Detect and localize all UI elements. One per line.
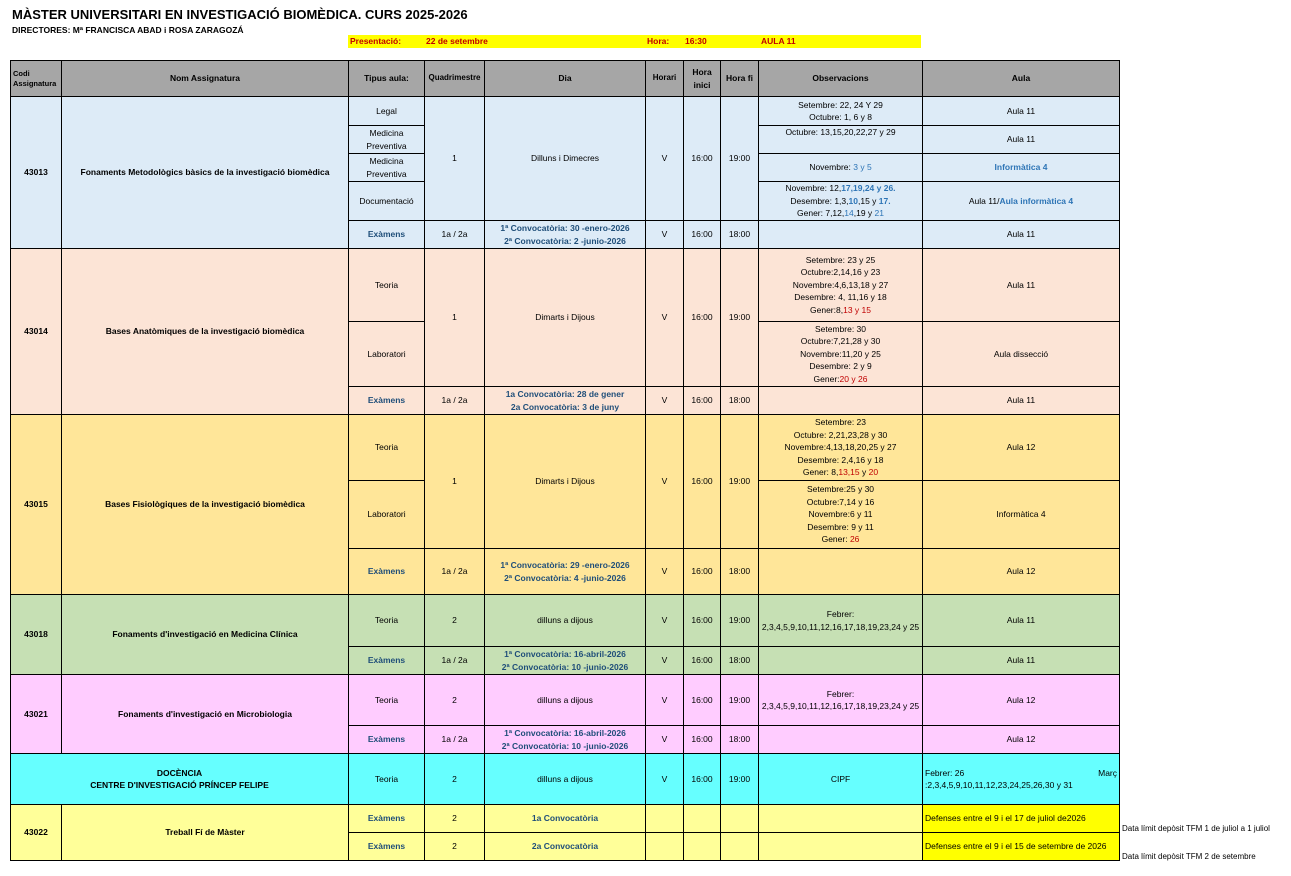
table-row <box>11 595 1120 647</box>
room-cell: Aula 11/Aula informàtica 4 <box>923 182 1120 221</box>
obs-cell <box>759 549 923 595</box>
quad-cell: 1a / 2a <box>425 387 485 415</box>
type-cell: Exàmens <box>349 805 425 833</box>
room-cell: Aula 11 <box>923 249 1120 322</box>
col-header-start: Hora inici <box>684 61 721 97</box>
quad-cell: 2 <box>425 595 485 647</box>
quad-cell: 1 <box>425 97 485 221</box>
horari-cell: V <box>646 675 684 726</box>
col-header-quad: Quadrimestre <box>425 61 485 97</box>
horari-cell <box>646 833 684 861</box>
col-header-end: Hora fi <box>721 61 759 97</box>
room-cell: Aula 11 <box>923 387 1120 415</box>
room-value: AULA 11 <box>761 36 796 46</box>
subject-code: 43018 <box>11 595 62 675</box>
room-cell: Aula 12 <box>923 415 1120 481</box>
start-cell: 16:00 <box>684 595 721 647</box>
end-cell: 19:00 <box>721 595 759 647</box>
quad-cell: 2 <box>425 833 485 861</box>
horari-cell: V <box>646 97 684 221</box>
obs-cell: Setembre:25 y 30 Octubre:7,14 y 16 Novembre:6 y 11 Desembre: 9 y 11 Gener: 26 <box>759 481 923 549</box>
obs-cell: Setembre: 22, 24 Y 29 Octubre: 1, 6 y 8 <box>759 97 923 126</box>
end-cell: 18:00 <box>721 647 759 675</box>
table-row <box>11 415 1120 481</box>
room-cell: Aula 12 <box>923 726 1120 754</box>
col-header-obs: Observacions <box>759 61 923 97</box>
tfm-deadline-note-2: Data límit depòsit TFM 2 de setembre <box>1122 852 1256 861</box>
horari-cell <box>646 805 684 833</box>
horari-cell: V <box>646 249 684 387</box>
subject-code: 43022 <box>11 805 62 861</box>
quad-cell: 1a / 2a <box>425 647 485 675</box>
start-cell: 16:00 <box>684 549 721 595</box>
type-cell: Exàmens <box>349 726 425 754</box>
type-cell: Exàmens <box>349 647 425 675</box>
end-cell: 18:00 <box>721 726 759 754</box>
table-row <box>11 249 1120 322</box>
start-cell: 16:00 <box>684 675 721 726</box>
end-cell: 18:00 <box>721 549 759 595</box>
obs-cell: Setembre: 30 Octubre:7,21,28 y 30 Novembre:11,20 y 25 Desembre: 2 y 9 Gener:20 y 26 <box>759 322 923 387</box>
quad-cell: 2 <box>425 675 485 726</box>
day-cell: Dimarts i Dijous <box>485 415 646 549</box>
room-cell: Informàtica 4 <box>923 481 1120 549</box>
subject-name: Fonaments d'investigació en Microbiologia <box>62 675 349 754</box>
end-cell: 18:00 <box>721 221 759 249</box>
presentation-label: Presentació: <box>350 36 402 46</box>
room-cell: Aula 12 <box>923 549 1120 595</box>
room-cell: Aula 11 <box>923 221 1120 249</box>
obs-cell <box>759 647 923 675</box>
col-header-room: Aula <box>923 61 1120 97</box>
horari-cell: V <box>646 415 684 549</box>
quad-cell: 1a / 2a <box>425 726 485 754</box>
type-cell: Legal <box>349 97 425 126</box>
tfm-deadline-note-1: Data límit depòsit TFM 1 de juliol a 1 juliol <box>1122 824 1270 833</box>
quad-cell: 2 <box>425 754 485 805</box>
day-cell: 1ª Convocatòria: 30 -enero-2026 2ª Convocatòria: 2 -junio-2026 <box>485 221 646 249</box>
quad-cell: 2 <box>425 805 485 833</box>
table-row <box>11 805 1120 833</box>
type-cell: Teoria <box>349 754 425 805</box>
day-cell: Dilluns i Dimecres <box>485 97 646 221</box>
room-cell: Febrer: 26 Març :2,3,4,5,9,10,11,12,23,24,25,26,30 y 31 <box>923 754 1120 805</box>
day-cell: 2a Convocatòria <box>485 833 646 861</box>
type-cell: Exàmens <box>349 549 425 595</box>
obs-cell <box>759 387 923 415</box>
room-cell: Aula 11 <box>923 97 1120 126</box>
table-header-row <box>11 61 1120 97</box>
obs-cell <box>759 221 923 249</box>
col-header-name: Nom Assignatura <box>62 61 349 97</box>
room-cell: Defenses entre el 9 i el 17 de juliol de2026 <box>923 805 1120 833</box>
start-cell <box>684 833 721 861</box>
room-cell: Aula 11 <box>923 647 1120 675</box>
subject-code: 43021 <box>11 675 62 754</box>
end-cell: 19:00 <box>721 415 759 549</box>
type-cell: Teoria <box>349 675 425 726</box>
start-cell: 16:00 <box>684 726 721 754</box>
col-header-type: Tipus aula: <box>349 61 425 97</box>
page-title: MÀSTER UNIVERSITARI EN INVESTIGACIÓ BIOMÈDICA. CURS 2025-2026 <box>12 7 468 22</box>
obs-cell <box>759 805 923 833</box>
day-cell: 1ª Convocatòria: 16-abril-2026 2ª Convocatòria: 10 -junio-2026 <box>485 647 646 675</box>
day-cell: dilluns a dijous <box>485 675 646 726</box>
col-header-horari: Horari <box>646 61 684 97</box>
col-header-day: Dia <box>485 61 646 97</box>
table-row <box>11 97 1120 126</box>
room-cell: Aula dissecció <box>923 322 1120 387</box>
obs-cell: CIPF <box>759 754 923 805</box>
end-cell <box>721 833 759 861</box>
obs-cell: Octubre: 13,15,20,22,27 y 29 <box>759 126 923 154</box>
day-cell: 1ª Convocatòria: 16-abril-2026 2ª Convocatòria: 10 -junio-2026 <box>485 726 646 754</box>
presentation-date: 22 de setembre <box>426 36 488 46</box>
day-cell: 1ª Convocatòria: 29 -enero-2026 2ª Convocatòria: 4 -junio-2026 <box>485 549 646 595</box>
type-cell: Teoria <box>349 415 425 481</box>
start-cell: 16:00 <box>684 221 721 249</box>
docencia-title: DOCÈNCIA CENTRE D'INVESTIGACIÓ PRÍNCEP FELIPE <box>11 754 349 805</box>
hour-value: 16:30 <box>685 36 707 46</box>
start-cell: 16:00 <box>684 754 721 805</box>
end-cell: 19:00 <box>721 675 759 726</box>
type-cell: Medicina Preventiva <box>349 154 425 182</box>
obs-cell: Febrer: 2,3,4,5,9,10,11,12,16,17,18,19,23,24 y 25 <box>759 595 923 647</box>
end-cell: 19:00 <box>721 754 759 805</box>
quad-cell: 1 <box>425 249 485 387</box>
room-cell: Aula 11 <box>923 595 1120 647</box>
subject-name: Bases Anatòmiques de la investigació biomèdica <box>62 249 349 415</box>
start-cell: 16:00 <box>684 97 721 221</box>
quad-cell: 1a / 2a <box>425 221 485 249</box>
obs-cell: Setembre: 23 Octubre: 2,21,23,28 y 30 Novembre:4,13,18,20,25 y 27 Desembre: 2,4,16 y 18 Gener: 8,13,15 y 20 <box>759 415 923 481</box>
quad-cell: 1a / 2a <box>425 549 485 595</box>
type-cell: Teoria <box>349 249 425 322</box>
horari-cell: V <box>646 595 684 647</box>
subject-name: Treball Fí de Màster <box>62 805 349 861</box>
obs-cell: Febrer: 2,3,4,5,9,10,11,12,16,17,18,19,23,24 y 25 <box>759 675 923 726</box>
start-cell: 16:00 <box>684 415 721 549</box>
directors-line: DIRECTORES: Mª FRANCISCA ABAD i ROSA ZARAGOZÁ <box>12 25 244 35</box>
day-cell: 1a Convocatòria <box>485 805 646 833</box>
subject-code: 43015 <box>11 415 62 595</box>
quad-cell: 1 <box>425 415 485 549</box>
col-header-code: Codi Assignatura <box>11 61 62 97</box>
type-cell: Exàmens <box>349 221 425 249</box>
room-cell: Defenses entre el 9 i el 15 de setembre de 2026 <box>923 833 1120 861</box>
type-cell: Exàmens <box>349 387 425 415</box>
horari-cell: V <box>646 754 684 805</box>
start-cell <box>684 805 721 833</box>
table-row <box>11 754 1120 805</box>
end-cell: 18:00 <box>721 387 759 415</box>
type-cell: Documentació <box>349 182 425 221</box>
day-cell: dilluns a dijous <box>485 754 646 805</box>
subject-name: Fonaments Metodològics bàsics de la investigació biomèdica <box>62 97 349 249</box>
start-cell: 16:00 <box>684 249 721 387</box>
subject-name: Fonaments d'investigació en Medicina Clínica <box>62 595 349 675</box>
schedule-table <box>10 60 1120 861</box>
horari-cell: V <box>646 647 684 675</box>
start-cell: 16:00 <box>684 647 721 675</box>
type-cell: Exàmens <box>349 833 425 861</box>
day-cell: Dimarts i Dijous <box>485 249 646 387</box>
day-cell: 1a Convocatòria: 28 de gener 2a Convocatòria: 3 de juny <box>485 387 646 415</box>
room-cell: Aula 11 <box>923 126 1120 154</box>
subject-code: 43014 <box>11 249 62 415</box>
horari-cell: V <box>646 387 684 415</box>
end-cell: 19:00 <box>721 97 759 221</box>
room-cell: Aula 12 <box>923 675 1120 726</box>
horari-cell: V <box>646 221 684 249</box>
hour-label: Hora: <box>647 36 670 46</box>
obs-cell <box>759 726 923 754</box>
type-cell: Medicina Preventiva <box>349 126 425 154</box>
end-cell: 19:00 <box>721 249 759 387</box>
type-cell: Teoria <box>349 595 425 647</box>
horari-cell: V <box>646 549 684 595</box>
type-cell: Laboratori <box>349 481 425 549</box>
presentation-bar <box>348 35 921 48</box>
obs-cell: Setembre: 23 y 25 Octubre:2,14,16 y 23 Novembre:4,6,13,18 y 27 Desembre: 4, 11,16 y 18 Gener:8,13 y 15 <box>759 249 923 322</box>
day-cell: dilluns a dijous <box>485 595 646 647</box>
subject-code: 43013 <box>11 97 62 249</box>
start-cell: 16:00 <box>684 387 721 415</box>
table-row <box>11 675 1120 726</box>
room-cell: Informàtica 4 <box>923 154 1120 182</box>
obs-cell: Novembre: 12,17,19,24 y 26. Desembre: 1,3,10,15 y 17. Gener: 7,12,14,19 y 21 <box>759 182 923 221</box>
horari-cell: V <box>646 726 684 754</box>
type-cell: Laboratori <box>349 322 425 387</box>
end-cell <box>721 805 759 833</box>
obs-cell <box>759 833 923 861</box>
obs-cell: Novembre: 3 y 5 <box>759 154 923 182</box>
subject-name: Bases Fisiològiques de la investigació biomèdica <box>62 415 349 595</box>
